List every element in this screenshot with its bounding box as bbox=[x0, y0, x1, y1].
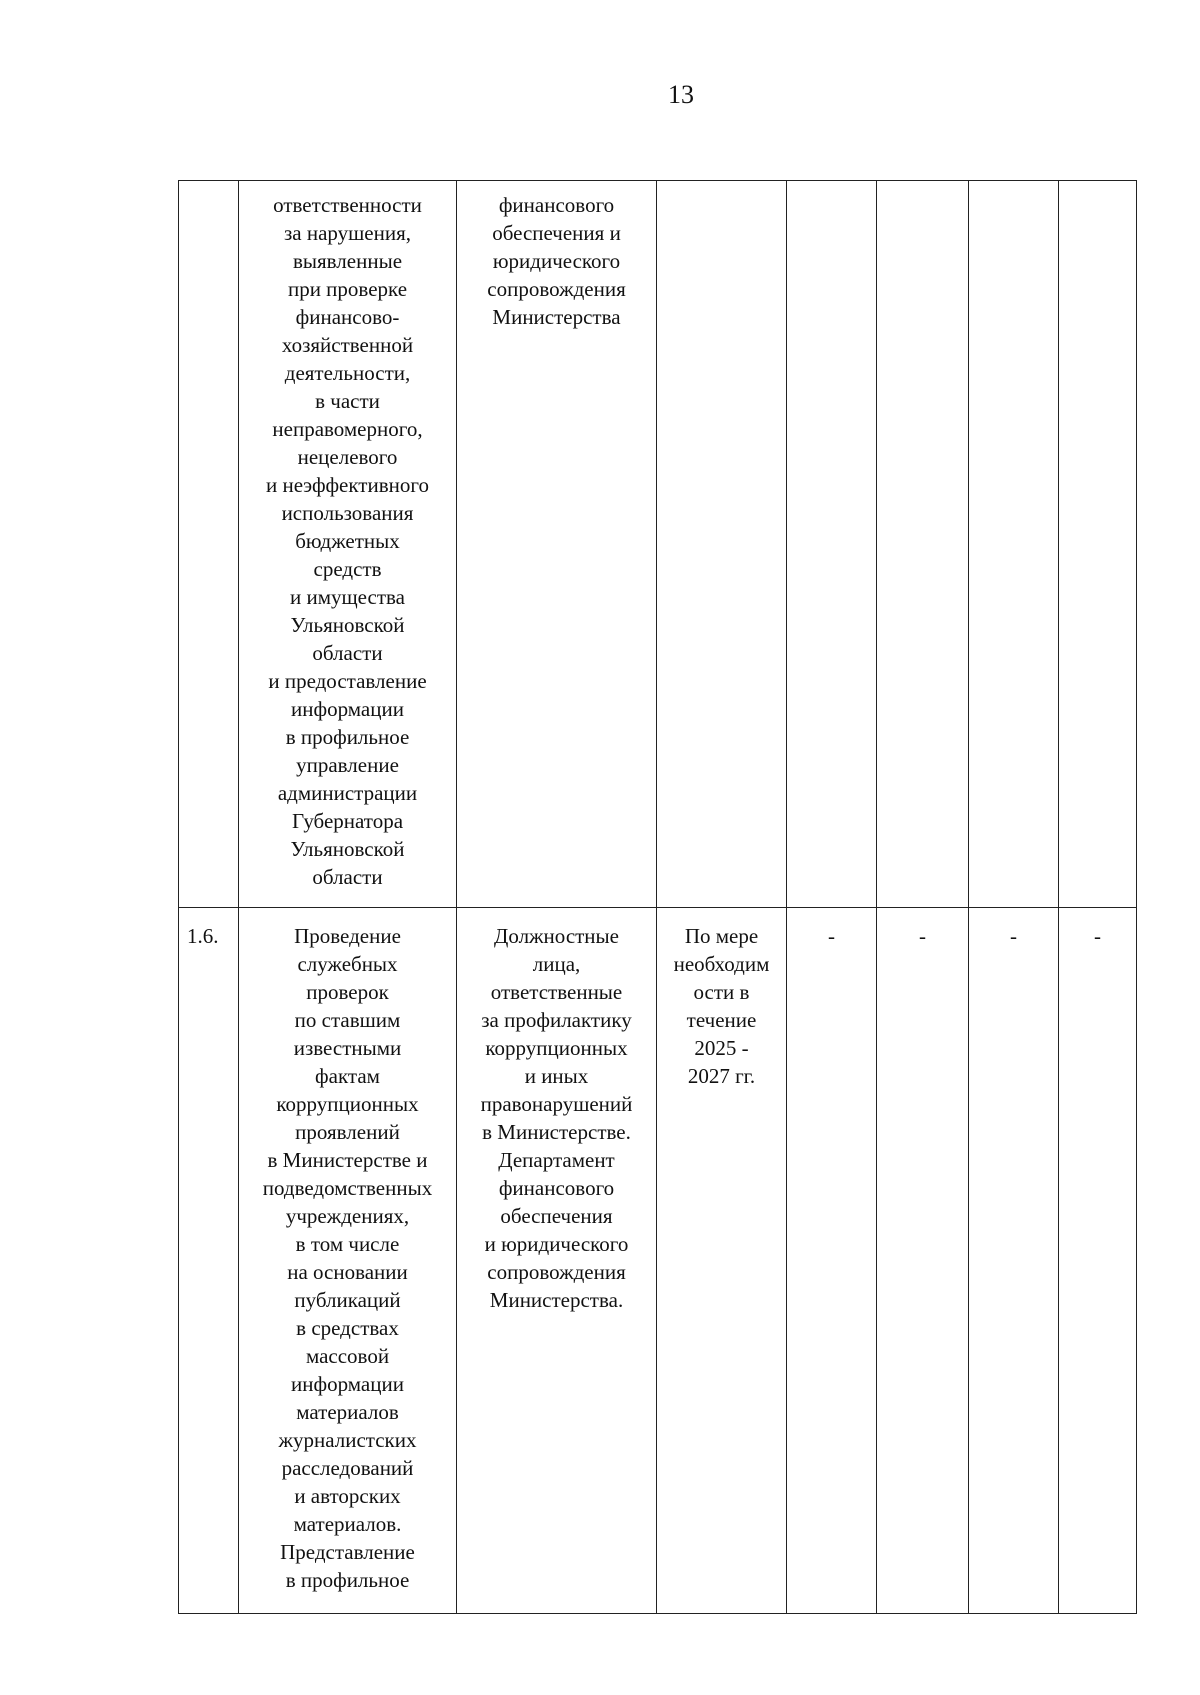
deadline-text: По мере необходим ости в течение 2025 - 2027 гг. bbox=[673, 924, 770, 1088]
row-number-cell bbox=[179, 908, 239, 1614]
measure-text: ответственности за нарушения, выявленные при проверке финансово- хозяйственной деятельности, в части неправомерного, нецелевого и неэффективного использования бюджетных средств и имущества Ульяновской области и предоставление информации в профильное управление администрации Губернатора Ульяновской области bbox=[266, 193, 429, 889]
measures-table bbox=[178, 180, 1137, 1614]
value-text: - bbox=[1010, 924, 1017, 948]
table-row bbox=[179, 908, 1137, 1614]
table-row bbox=[179, 181, 1137, 908]
measure-cell bbox=[239, 181, 457, 908]
responsible-text: финансового обеспечения и юридического сопровождения Министерства bbox=[487, 193, 626, 329]
value-cell bbox=[969, 908, 1059, 1614]
measure-cell bbox=[239, 908, 457, 1614]
value-cell bbox=[969, 181, 1059, 908]
responsible-cell bbox=[457, 181, 657, 908]
deadline-cell bbox=[657, 908, 787, 1614]
row-number-cell bbox=[179, 181, 239, 908]
deadline-cell bbox=[657, 181, 787, 908]
value-cell bbox=[877, 908, 969, 1614]
value-text: - bbox=[919, 924, 926, 948]
value-cell bbox=[787, 181, 877, 908]
measure-text: Проведение служебных проверок по ставшим известными фактам коррупционных проявлений в Министерстве и подведомственных учреждениях, в том числе на основании публикаций в средствах массовой информации материалов журналистских расследований и авторских материалов. Представление в профильное bbox=[262, 924, 433, 1592]
value-text: - bbox=[828, 924, 835, 948]
row-number: 1.6. bbox=[187, 924, 219, 948]
value-cell bbox=[1059, 181, 1137, 908]
page-number: 13 bbox=[668, 80, 694, 109]
value-cell bbox=[787, 908, 877, 1614]
value-text: - bbox=[1094, 924, 1101, 948]
value-cell bbox=[877, 181, 969, 908]
value-cell bbox=[1059, 908, 1137, 1614]
responsible-text: Должностные лица, ответственные за профилактику коррупционных и иных правонарушений в Министерстве. Департамент финансового обеспечения и юридического сопровождения Министерства. bbox=[480, 924, 633, 1312]
responsible-cell bbox=[457, 908, 657, 1614]
